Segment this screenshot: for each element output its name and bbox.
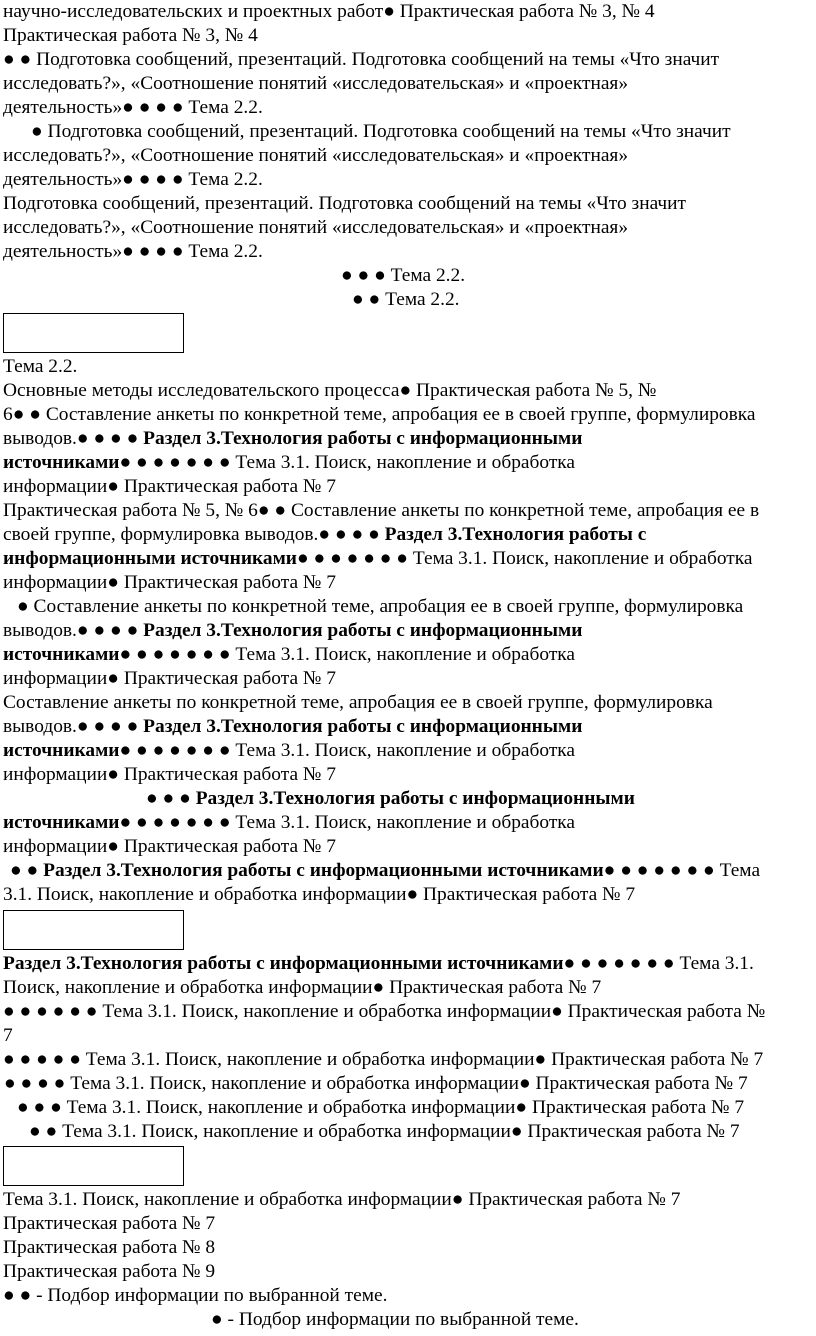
text-segment: ● ● ● ● ● ● ● Тема (603, 860, 761, 881)
text-line: информации● Практическая работа № 7 (3, 764, 336, 785)
text-line (3, 523, 646, 547)
text-line: Практическая работа № 9 (3, 1261, 216, 1282)
empty-frame (3, 1146, 184, 1186)
text-segment: ● ● ● (146, 788, 196, 809)
text-segment: выводов.● ● ● ● (3, 428, 144, 449)
text-line (10, 859, 760, 883)
text-line: Практическая работа № 3, № 4 (3, 25, 258, 46)
text-line: деятельность»● ● ● ● Тема 2.2. (3, 169, 263, 190)
text-line (3, 451, 575, 475)
text-line: Тема 3.1. Поиск, накопление и обработка информации● Практическая работа № 7 (3, 1189, 681, 1210)
text-line: 6● ● Составление анкеты по конкретной теме, апробация ее в своей группе, формулировка (3, 404, 756, 425)
text-line: Поиск, накопление и обработка информации● Практическая работа № 7 (3, 977, 602, 998)
section-heading: источниками (3, 740, 120, 761)
text-segment: выводов.● ● ● ● (3, 620, 144, 641)
section-heading: Раздел 3.Технология работы с (384, 524, 647, 545)
text-line: Практическая работа № 5, № 6● ● Составление анкеты по конкретной теме, апробация ее в (3, 500, 760, 521)
text-segment: выводов.● ● ● ● (3, 716, 144, 737)
text-line (3, 643, 575, 667)
text-line (3, 739, 575, 763)
text-line: ● - Подбор информации по выбранной теме. (211, 1309, 579, 1330)
text-line: 3.1. Поиск, накопление и обработка информации● Практическая работа № 7 (3, 884, 636, 905)
text-line: информации● Практическая работа № 7 (3, 476, 336, 497)
text-line (3, 547, 753, 571)
text-segment: ● ● ● ● ● ● ● Тема 3.1. Поиск, накопление и обработка (119, 644, 576, 665)
text-line (3, 811, 575, 835)
text-line: Практическая работа № 8 (3, 1237, 216, 1258)
section-heading: источниками (3, 812, 120, 833)
text-line: ● ● ● Тема 2.2. (341, 265, 466, 286)
text-line: деятельность»● ● ● ● Тема 2.2. (3, 97, 263, 118)
section-heading: Раздел 3.Технология работы с информационными (143, 620, 583, 641)
text-line (3, 619, 582, 643)
text-line: ● ● ● ● ● ● Тема 3.1. Поиск, накопление и обработка информации● Практическая работа № (3, 1001, 766, 1022)
section-heading: источниками (3, 644, 120, 665)
empty-frame (3, 313, 184, 353)
text-line (3, 715, 582, 739)
text-line: Практическая работа № 7 (3, 1213, 216, 1234)
section-heading: Раздел 3.Технология работы с информационными (195, 788, 635, 809)
text-segment: ● ● ● ● ● ● ● Тема 3.1. (563, 953, 754, 974)
text-segment: ● ● ● ● ● ● ● Тема 3.1. Поиск, накопление и обработка (119, 812, 576, 833)
text-segment: ● ● ● ● ● ● ● Тема 3.1. Поиск, накопление и обработка (296, 548, 753, 569)
text-line: информации● Практическая работа № 7 (3, 668, 336, 689)
text-segment: ● ● (10, 860, 44, 881)
text-line: деятельность»● ● ● ● Тема 2.2. (3, 241, 263, 262)
text-line: Подготовка сообщений, презентаций. Подготовка сообщений на темы «Что значит (3, 193, 687, 214)
text-line: ● Составление анкеты по конкретной теме, апробация ее в своей группе, формулировка (17, 596, 744, 617)
text-segment: своей группе, формулировка выводов.● ● ● ● (3, 524, 385, 545)
text-line: ● ● ● Тема 3.1. Поиск, накопление и обработка информации● Практическая работа № 7 (17, 1097, 745, 1118)
text-line: информации● Практическая работа № 7 (3, 572, 336, 593)
text-line (146, 787, 635, 811)
text-line: Основные методы исследовательского процесса● Практическая работа № 5, № (3, 380, 657, 401)
text-line: ● ● ● ● Тема 3.1. Поиск, накопление и обработка информации● Практическая работа № 7 (4, 1073, 748, 1094)
text-line: исследовать?», «Соотношение понятий «исследовательская» и «проектная» (3, 217, 629, 238)
text-line: научно-исследовательских и проектных работ● Практическая работа № 3, № 4 (3, 1, 655, 22)
text-line: ● ● - Подбор информации по выбранной теме. (3, 1285, 388, 1306)
text-line: ● ● Подготовка сообщений, презентаций. Подготовка сообщений на темы «Что значит (3, 49, 720, 70)
text-line: ● ● Тема 2.2. (352, 289, 460, 310)
section-heading: Раздел 3.Технология работы с информационными (143, 428, 583, 449)
text-line: 7 (3, 1025, 13, 1046)
text-line (3, 427, 582, 451)
empty-frame (3, 910, 184, 950)
text-line: ● ● Тема 3.1. Поиск, накопление и обработка информации● Практическая работа № 7 (29, 1121, 740, 1142)
text-line: информации● Практическая работа № 7 (3, 836, 336, 857)
section-heading: Раздел 3.Технология работы с информационными (143, 716, 583, 737)
text-segment: ● ● ● ● ● ● ● Тема 3.1. Поиск, накопление и обработка (119, 740, 576, 761)
section-heading: Раздел 3.Технология работы с информационными источниками (43, 860, 604, 881)
section-heading: Раздел 3.Технология работы с информационными источниками (3, 953, 564, 974)
text-line: Тема 2.2. (3, 356, 78, 377)
text-line: исследовать?», «Соотношение понятий «исследовательская» и «проектная» (3, 73, 629, 94)
text-line (3, 952, 754, 976)
section-heading: информационными источниками (3, 548, 297, 569)
text-segment: ● ● ● ● ● ● ● Тема 3.1. Поиск, накопление и обработка (119, 452, 576, 473)
text-line: ● Подготовка сообщений, презентаций. Подготовка сообщений на темы «Что значит (31, 121, 731, 142)
text-line: исследовать?», «Соотношение понятий «исследовательская» и «проектная» (3, 145, 629, 166)
section-heading: источниками (3, 452, 120, 473)
text-line: ● ● ● ● ● Тема 3.1. Поиск, накопление и обработка информации● Практическая работа № 7 (3, 1049, 764, 1070)
text-line: Составление анкеты по конкретной теме, апробация ее в своей группе, формулировка (3, 692, 713, 713)
